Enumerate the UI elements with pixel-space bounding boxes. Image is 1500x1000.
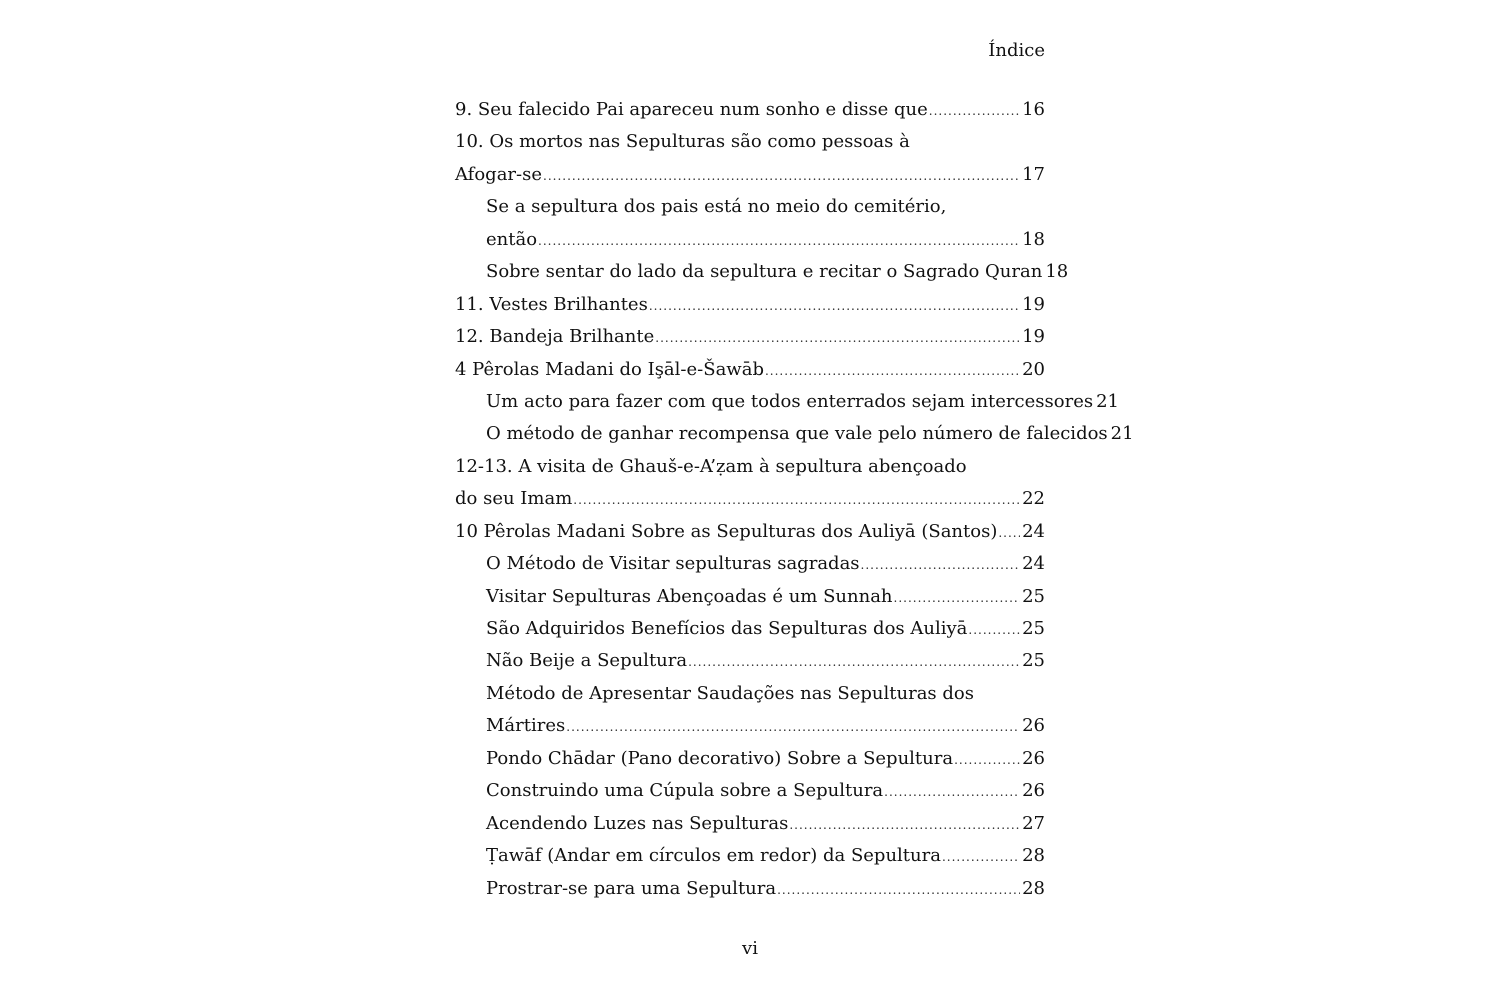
dot-leader bbox=[942, 841, 1020, 873]
dot-leader bbox=[954, 744, 1020, 776]
dot-leader bbox=[649, 290, 1020, 322]
toc-subentry bbox=[455, 775, 1045, 807]
toc-entry-title: Pondo Chādar (Pano decorativo) Sobre a Sepultura bbox=[486, 747, 954, 769]
toc-entry bbox=[455, 94, 1045, 126]
toc-entry bbox=[455, 321, 1045, 353]
toc-entry bbox=[455, 451, 1045, 483]
toc-subentry bbox=[455, 840, 1045, 872]
toc-subentry bbox=[455, 191, 1045, 223]
dot-leader bbox=[655, 322, 1020, 354]
toc-entry-title: 12-13. A visita de Ghauš-e-A’ẓam à sepultura abençoado bbox=[455, 455, 967, 477]
toc-entry-page: 28 bbox=[1022, 845, 1045, 867]
toc-entry bbox=[455, 159, 1045, 191]
toc-subentry bbox=[455, 386, 1119, 418]
toc-entry bbox=[455, 289, 1045, 321]
toc-entry-page: 25 bbox=[1022, 650, 1045, 672]
toc-entry-title: Ṭawāf (Andar em círculos em redor) da Sepultura bbox=[486, 845, 941, 867]
toc-entry-page: 19 bbox=[1022, 293, 1045, 315]
toc-entry-page: 25 bbox=[1022, 618, 1045, 639]
toc-entry bbox=[455, 126, 1045, 158]
toc-entry-title: Método de Apresentar Saudações nas Sepulturas dos bbox=[486, 682, 974, 704]
toc-subentry bbox=[455, 548, 1045, 580]
toc-entry-title: Construindo uma Cúpula sobre a Sepultura bbox=[486, 780, 884, 802]
toc-entry-title: O Método de Visitar sepulturas sagradas bbox=[486, 553, 860, 575]
toc-entry-page: 18 bbox=[1045, 261, 1069, 283]
toc-subentry bbox=[455, 678, 1045, 710]
dot-leader bbox=[929, 95, 1020, 127]
toc-entry-page: 20 bbox=[1022, 358, 1045, 380]
dot-leader bbox=[688, 646, 1020, 678]
toc-entry-title: Não Beije a Sepultura bbox=[486, 650, 688, 672]
dot-leader bbox=[777, 874, 1020, 906]
toc-entry-page: 16 bbox=[1022, 99, 1045, 120]
toc-entry-title: Se a sepultura dos pais está no meio do cemitério, bbox=[486, 196, 947, 218]
toc-subentry bbox=[455, 581, 1045, 613]
toc-entry-title: 12. Bandeja Brilhante bbox=[455, 326, 655, 348]
toc-entry-title: O método de ganhar recompensa que vale pelo número de falecidos bbox=[486, 423, 1108, 445]
toc-entry-page: 26 bbox=[1022, 780, 1045, 802]
toc-entry-page: 21 bbox=[1110, 423, 1134, 445]
toc-subentry bbox=[455, 613, 1045, 645]
dot-leader bbox=[789, 809, 1020, 841]
page-number: vi bbox=[742, 938, 758, 959]
dot-leader bbox=[861, 549, 1021, 581]
toc-entry-title: 10. Os mortos nas Sepulturas são como pessoas à bbox=[455, 131, 910, 153]
dot-leader bbox=[573, 484, 1020, 516]
toc-entry-title: Mártires bbox=[486, 715, 566, 737]
toc-entry bbox=[455, 483, 1045, 515]
toc-entry-title: do seu Imam bbox=[455, 488, 573, 510]
toc-entry bbox=[455, 516, 1045, 548]
toc-entry-title: 10 Pêrolas Madani Sobre as Sepulturas dos Auliyā (Santos) bbox=[455, 520, 998, 542]
toc-entry-title: Afogar-se bbox=[455, 163, 543, 185]
dot-leader bbox=[765, 355, 1020, 387]
toc-entry-title: 11. Vestes Brilhantes bbox=[455, 293, 648, 315]
toc-entry-title: Acendendo Luzes nas Sepulturas bbox=[486, 812, 789, 834]
toc-entry-page: 27 bbox=[1022, 812, 1045, 834]
toc-subentry bbox=[455, 808, 1045, 840]
dot-leader bbox=[968, 614, 1020, 646]
running-header: Índice bbox=[988, 40, 1045, 61]
toc-entry-title: então bbox=[486, 228, 538, 250]
table-of-contents bbox=[455, 94, 1134, 905]
toc-entry-page: 17 bbox=[1022, 163, 1045, 185]
dot-leader bbox=[538, 225, 1020, 257]
dot-leader bbox=[543, 160, 1020, 192]
toc-entry-title: Um acto para fazer com que todos enterrados sejam intercessores bbox=[486, 390, 1094, 412]
toc-entry-page: 19 bbox=[1022, 326, 1045, 348]
toc-entry-page: 25 bbox=[1022, 585, 1045, 607]
toc-entry-page: 18 bbox=[1022, 228, 1045, 250]
toc-entry-page: 24 bbox=[1022, 553, 1045, 575]
toc-entry bbox=[455, 354, 1045, 386]
dot-leader bbox=[894, 582, 1021, 614]
toc-subentry bbox=[455, 710, 1045, 742]
toc-entry-page: 22 bbox=[1022, 488, 1045, 510]
toc-subentry bbox=[455, 873, 1045, 905]
toc-entry-page: 21 bbox=[1096, 390, 1119, 412]
toc-subentry bbox=[455, 743, 1045, 775]
toc-subentry bbox=[455, 224, 1045, 256]
toc-subentry bbox=[455, 256, 1069, 288]
dot-leader bbox=[566, 711, 1020, 743]
dot-leader bbox=[998, 517, 1020, 549]
toc-entry-title: 4 Pêrolas Madani do Işāl-e-Šawāb bbox=[455, 358, 764, 380]
toc-entry-title: Prostrar-se para uma Sepultura bbox=[486, 877, 777, 899]
toc-subentry bbox=[455, 418, 1134, 450]
toc-entry-title: 9. Seu falecido Pai apareceu num sonho e disse que bbox=[455, 99, 928, 120]
toc-entry-page: 26 bbox=[1022, 747, 1045, 769]
toc-entry-page: 28 bbox=[1022, 877, 1045, 899]
toc-entry-page: 24 bbox=[1022, 520, 1045, 542]
toc-subentry bbox=[455, 645, 1045, 677]
toc-entry-title: Visitar Sepulturas Abençoadas é um Sunnah bbox=[486, 585, 893, 607]
toc-entry-title: Sobre sentar do lado da sepultura e recitar o Sagrado Quran bbox=[486, 261, 1043, 283]
toc-entry-page: 26 bbox=[1022, 715, 1045, 737]
dot-leader bbox=[884, 776, 1020, 808]
toc-entry-title: São Adquiridos Benefícios das Sepulturas dos Auliyā bbox=[486, 618, 968, 639]
